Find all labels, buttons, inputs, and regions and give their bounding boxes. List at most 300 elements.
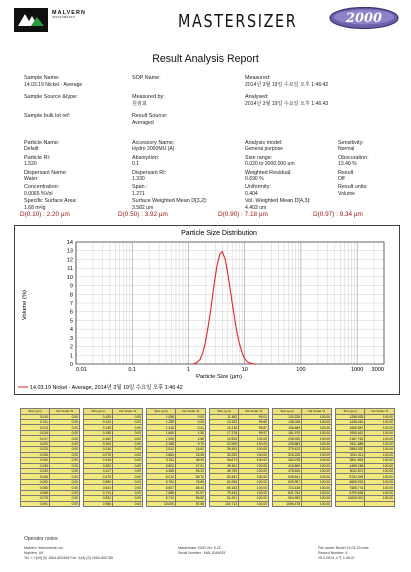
vol-under-cell: 100.00 <box>239 490 269 495</box>
field-label: Size range: <box>245 155 273 161</box>
vol-under-cell: 100.00 <box>302 479 332 484</box>
vol-under-cell: 36.09 <box>176 458 206 463</box>
size-cell: 0.060 <box>21 485 50 490</box>
vol-under-cell: 47.91 <box>176 463 206 468</box>
size-cell: 0.479 <box>84 474 113 479</box>
size-cell: 0.052 <box>21 479 50 484</box>
vol-under-header: Vol Under % <box>113 409 143 415</box>
version-badge-text: 2000 <box>345 11 383 26</box>
size-cell: 0.046 <box>21 474 50 479</box>
y-tick-label: 0 <box>69 362 73 368</box>
vol-under-cell: 0.00 <box>50 496 80 501</box>
size-cell: 630.957 <box>273 479 302 484</box>
field-label: Measured by: <box>132 94 165 100</box>
field-label: Result units: <box>338 184 368 190</box>
vol-under-cell: 0.00 <box>113 458 143 463</box>
field-label: Surface Weighted Mean D[3,2]: <box>132 198 208 204</box>
field-label: Analysed: <box>245 94 269 100</box>
size-header: Size (µm) <box>336 409 365 415</box>
size-cell: 4.365 <box>147 468 176 473</box>
vol-under-cell: 0.00 <box>50 490 80 495</box>
field-value: 1.330 <box>132 176 145 182</box>
vol-under-cell: 0.00 <box>113 441 143 446</box>
report-title: Result Analysis Report <box>152 53 259 65</box>
size-cell: 0.724 <box>84 490 113 495</box>
size-cell: 1445.440 <box>336 420 365 425</box>
size-cell: 7.586 <box>147 490 176 495</box>
field-value: 0.690 % <box>245 176 264 182</box>
size-cell: 0.120 <box>84 420 113 425</box>
x-tick-label: 100 <box>296 367 306 373</box>
chart-y-axis-label: Volume (%) <box>22 290 28 320</box>
field-value: 4.403 um <box>245 204 267 211</box>
vol-under-cell: 100.00 <box>302 463 332 468</box>
vol-under-cell: 0.00 <box>113 474 143 479</box>
vol-under-cell: 85.44 <box>176 485 206 490</box>
vol-under-cell: 0.00 <box>50 447 80 452</box>
size-cell: 5.754 <box>147 479 176 484</box>
size-cell: 3801.894 <box>336 458 365 463</box>
vol-under-cell: 95.82 <box>176 496 206 501</box>
size-cell: 2.512 <box>147 447 176 452</box>
y-tick-label: 1 <box>69 353 73 360</box>
vol-under-cell: 26.08 <box>176 452 206 457</box>
vol-under-cell: 91.57 <box>176 490 206 495</box>
size-cell: 0.023 <box>21 447 50 452</box>
vol-under-cell: 0.00 <box>176 414 206 419</box>
vol-under-cell: 0.00 <box>50 501 80 506</box>
size-cell: 5011.872 <box>336 468 365 473</box>
field-label: Uniformity: <box>245 184 271 190</box>
field-label: Particle Name: <box>24 140 60 146</box>
legend-label: 14.03.19 Nickel - Average, 2014년 3월 19일 수요일 오후 1:46:42 <box>30 385 183 391</box>
field-value: 1.271 <box>132 190 145 197</box>
size-cell: 0.417 <box>84 468 113 473</box>
size-cell: 52.481 <box>210 474 239 479</box>
vol-under-cell: 0.00 <box>50 414 80 419</box>
vol-under-cell: 0.00 <box>113 414 143 419</box>
vol-under-cell: 100.00 <box>239 447 269 452</box>
vol-under-cell: 0.00 <box>50 474 80 479</box>
size-cell: 208.930 <box>273 436 302 441</box>
vol-under-cell: 100.00 <box>302 425 332 430</box>
size-cell: 0.316 <box>84 458 113 463</box>
size-cell: 0.069 <box>21 490 50 495</box>
vol-under-header: Vol Under % <box>239 409 269 415</box>
vol-under-cell: 97.86 <box>176 501 206 506</box>
field-label: Dispersant RI: <box>132 170 167 176</box>
size-cell: 39.811 <box>210 463 239 468</box>
field-value: 0.020 to 2000.000 um <box>245 161 295 167</box>
size-cell: 15.136 <box>210 425 239 430</box>
vol-under-cell: 100.00 <box>365 496 395 501</box>
vol-under-cell: 4.88 <box>176 436 206 441</box>
y-tick-label: 13 <box>66 248 73 255</box>
size-cell: 26.303 <box>210 447 239 452</box>
chart-title: Particle Size Distribution <box>181 230 257 237</box>
vol-under-cell: 0.00 <box>113 463 143 468</box>
table-row <box>273 501 332 506</box>
y-tick-label: 7 <box>69 301 73 307</box>
vol-under-cell: 100.00 <box>365 490 395 495</box>
vol-under-cell: 100.00 <box>302 485 332 490</box>
field-label: Absorption: <box>132 155 160 161</box>
size-cell: 34.674 <box>210 458 239 463</box>
field-label: Measured: <box>245 75 271 81</box>
vol-under-cell: 100.00 <box>302 414 332 419</box>
y-tick-label: 9 <box>69 283 73 290</box>
size-header: Size (µm) <box>210 409 239 415</box>
size-cell: 1.445 <box>147 425 176 430</box>
size-cell: 275.423 <box>273 447 302 452</box>
size-cell: 0.550 <box>84 479 113 484</box>
vol-under-cell: 0.00 <box>113 501 143 506</box>
vol-under-cell: 0.00 <box>50 458 80 463</box>
size-cell: 1096.478 <box>273 501 302 506</box>
vol-under-cell: 0.00 <box>113 447 143 452</box>
size-cell: 2.188 <box>147 441 176 446</box>
size-table-column-group <box>146 408 206 507</box>
vol-under-cell: 100.00 <box>365 425 395 430</box>
vol-under-cell: 78.69 <box>176 479 206 484</box>
vol-under-cell: 0.00 <box>50 425 80 430</box>
vol-under-cell: 100.00 <box>365 447 395 452</box>
size-cell: 1.259 <box>147 420 176 425</box>
vol-under-cell: 0.00 <box>50 430 80 435</box>
vol-under-cell: 59.31 <box>176 468 206 473</box>
footer-software-version: Mastersizer 2000 Ver. 5.22 <box>178 546 221 550</box>
vol-under-cell: 100.00 <box>302 447 332 452</box>
field-value: 0.0065 %Vol <box>24 190 53 197</box>
size-header: Size (µm) <box>84 409 113 415</box>
size-cell: 0.091 <box>21 501 50 506</box>
size-cell: 2884.032 <box>336 447 365 452</box>
vol-under-cell: 99.87 <box>239 425 269 430</box>
size-cell: 1659.587 <box>336 425 365 430</box>
field-value: Defailt <box>24 146 39 152</box>
size-cell: 2.884 <box>147 452 176 457</box>
vol-under-cell: 99.97 <box>239 430 269 435</box>
size-cell: 2511.886 <box>336 441 365 446</box>
vol-under-cell: 0.00 <box>113 479 143 484</box>
field-value: Hydro 2000MU (A) <box>132 146 175 152</box>
vol-under-cell: 0.00 <box>50 479 80 484</box>
size-cell: 7585.776 <box>336 485 365 490</box>
size-cell: 0.631 <box>84 485 113 490</box>
y-tick-label: 10 <box>66 274 73 281</box>
size-cell: 158.489 <box>273 425 302 430</box>
vol-under-cell: 0.00 <box>113 496 143 501</box>
footer-file-name: File name: Nickel 14.03.19.mea <box>318 546 369 550</box>
vol-under-cell: 100.00 <box>302 490 332 495</box>
x-tick-label: 0.01 <box>76 367 87 373</box>
size-table-column-group <box>209 408 269 507</box>
size-table-column-group <box>20 408 80 507</box>
d97-value: D(0.97) : 9.34 µm <box>313 211 363 218</box>
y-tick-label: 8 <box>69 292 73 299</box>
size-cell: 0.079 <box>21 496 50 501</box>
size-cell: 0.363 <box>84 463 113 468</box>
size-cell: 45.709 <box>210 468 239 473</box>
field-label: Particle RI: <box>24 155 51 161</box>
size-cell: 120.226 <box>273 414 302 419</box>
size-cell: 69.183 <box>210 485 239 490</box>
size-cell: 0.040 <box>21 468 50 473</box>
vol-under-cell: 100.00 <box>239 436 269 441</box>
size-cell: 0.138 <box>84 425 113 430</box>
size-cell: 8.710 <box>147 496 176 501</box>
d50-value: D(0.50) : 3.92 µm <box>118 211 168 218</box>
vol-under-cell: 0.00 <box>113 468 143 473</box>
size-header: Size (µm) <box>21 409 50 415</box>
vol-under-cell: 100.00 <box>365 485 395 490</box>
field-label: Vol. Weighted Mean D[4,3]: <box>245 198 311 204</box>
field-value: 3.582 um <box>132 204 154 211</box>
size-cell: 0.955 <box>84 501 113 506</box>
size-cell: 316.228 <box>273 452 302 457</box>
vol-under-cell: 100.00 <box>302 441 332 446</box>
operator-notes-label: Operator notes: <box>24 536 59 542</box>
size-cell: 30.200 <box>210 452 239 457</box>
y-tick-label: 11 <box>67 266 73 273</box>
field-value: Water <box>24 176 38 182</box>
vol-under-cell: 0.00 <box>113 420 143 425</box>
size-cell: 478.630 <box>273 468 302 473</box>
vol-under-cell: 0.00 <box>50 485 80 490</box>
vol-under-cell: 0.00 <box>50 420 80 425</box>
vol-under-cell: 100.00 <box>365 420 395 425</box>
vol-under-cell: 0.03 <box>176 420 206 425</box>
size-cell: 3.311 <box>147 458 176 463</box>
size-cell: 0.030 <box>21 458 50 463</box>
size-cell: 0.209 <box>84 441 113 446</box>
vol-under-cell: 0.00 <box>113 490 143 495</box>
size-cell: 0.275 <box>84 452 113 457</box>
particle-size-chart <box>14 225 400 395</box>
footer-serial-number: Serial Number : MAL1049025 <box>178 551 226 555</box>
y-tick-label: 12 <box>66 257 73 264</box>
field-value: Off <box>338 176 345 182</box>
field-label: Accessory Name: <box>132 140 175 146</box>
vol-under-cell: 100.00 <box>239 501 269 506</box>
vol-under-cell: 0.00 <box>113 436 143 441</box>
size-cell: 239.883 <box>273 441 302 446</box>
y-tick-label: 3 <box>69 335 73 342</box>
size-cell: 17.378 <box>210 430 239 435</box>
vol-under-cell: 100.00 <box>365 458 395 463</box>
size-cell: 13.183 <box>210 420 239 425</box>
vol-under-cell: 100.00 <box>302 474 332 479</box>
field-label: Result Source: <box>132 113 168 119</box>
size-cell: 0.013 <box>21 425 50 430</box>
table-row <box>147 501 206 506</box>
field-label: Sample Source &type: <box>24 94 78 100</box>
table-row <box>21 501 80 506</box>
vol-under-cell: 0.00 <box>50 441 80 446</box>
vol-under-cell: 0.00 <box>50 463 80 468</box>
vol-under-cell: 100.00 <box>302 468 332 473</box>
vol-under-cell: 9.70 <box>176 441 206 446</box>
vol-under-cell: 0.00 <box>50 468 80 473</box>
field-value: 0.1 <box>132 161 140 167</box>
field-value: 2014년 3월 19일 수요일 오후 1:46:42 <box>245 81 329 88</box>
size-cell: 1.905 <box>147 436 176 441</box>
vol-under-cell: 100.00 <box>239 474 269 479</box>
vol-under-cell: 0.41 <box>176 425 206 430</box>
vol-under-cell: 100.00 <box>302 420 332 425</box>
product-name: MASTERSIZER <box>178 12 298 32</box>
vol-under-cell: 99.01 <box>239 414 269 419</box>
vol-under-cell: 100.00 <box>302 436 332 441</box>
vol-under-cell: 16.62 <box>176 447 206 452</box>
vol-under-cell: 0.00 <box>113 425 143 430</box>
field-value: 0.404 <box>245 190 258 197</box>
vol-under-cell: 100.00 <box>365 436 395 441</box>
footer-contact: Tel := +[44] (0) 1684-892456 Fax +[44] (0) 1684-892789 <box>24 556 114 560</box>
size-cell: 3311.311 <box>336 452 365 457</box>
field-label: Analysis model: <box>245 140 283 146</box>
field-value: Volume <box>338 190 355 197</box>
field-value: 2014년 3월 19일 수요일 오후 1:46:43 <box>245 100 329 107</box>
size-cell: 138.038 <box>273 420 302 425</box>
vol-under-header: Vol Under % <box>176 409 206 415</box>
vol-under-cell: 100.00 <box>365 452 395 457</box>
size-cell: 79.433 <box>210 490 239 495</box>
field-label: Obscuration: <box>338 155 369 161</box>
malvern-logo-mark-icon <box>14 8 48 32</box>
footer-location: Malvern, UK <box>24 551 44 555</box>
size-cell: 3.802 <box>147 463 176 468</box>
size-cell: 0.832 <box>84 496 113 501</box>
size-table-column-group <box>335 408 395 507</box>
size-cell: 1.096 <box>147 414 176 419</box>
field-value: Normal <box>338 146 355 152</box>
vol-under-cell: 100.00 <box>239 496 269 501</box>
vol-under-cell: 100.00 <box>365 441 395 446</box>
size-cell: 6.607 <box>147 485 176 490</box>
vol-under-cell: 100.00 <box>302 452 332 457</box>
field-label: Weighted Residual: <box>245 170 292 176</box>
vol-under-cell: 100.00 <box>239 485 269 490</box>
vol-under-cell: 100.00 <box>365 430 395 435</box>
field-value: General purpose <box>245 146 283 152</box>
y-tick-label: 5 <box>69 318 73 325</box>
vol-under-header: Vol Under % <box>365 409 395 415</box>
y-tick-label: 6 <box>69 309 73 316</box>
brand-name: MALVERN <box>52 10 86 16</box>
size-header: Size (µm) <box>147 409 176 415</box>
footer-record-number: Record Number: 4 <box>318 551 348 555</box>
size-cell: 0.020 <box>21 441 50 446</box>
size-cell: 0.010 <box>21 414 50 419</box>
size-cell: 0.035 <box>21 463 50 468</box>
field-label: Sample Name: <box>24 75 60 81</box>
vol-under-cell: 0.00 <box>50 452 80 457</box>
field-value: 1.68 m²/g <box>24 204 46 211</box>
size-cell: 831.764 <box>273 490 302 495</box>
field-value: 1.520 <box>24 161 37 167</box>
size-cell: 4365.158 <box>336 463 365 468</box>
field-value: 13.40 % <box>338 161 357 167</box>
size-cell: 2187.762 <box>336 436 365 441</box>
vol-under-cell: 100.00 <box>239 441 269 446</box>
brand-subtitle: INSTRUMENTS <box>52 16 76 19</box>
size-cell: 416.869 <box>273 463 302 468</box>
vol-under-cell: 1.55 <box>176 430 206 435</box>
x-tick-label: 3000 <box>371 367 384 373</box>
field-label: Result <box>338 170 354 176</box>
size-table-column-group <box>272 408 332 507</box>
size-cell: 8709.636 <box>336 490 365 495</box>
vol-under-header: Vol Under % <box>302 409 332 415</box>
size-cell: 549.541 <box>273 474 302 479</box>
size-table-column-group <box>83 408 143 507</box>
vol-under-cell: 100.00 <box>302 430 332 435</box>
field-value: 원광최 <box>132 100 147 107</box>
vol-under-cell: 100.00 <box>365 474 395 479</box>
vol-under-cell: 0.00 <box>113 452 143 457</box>
footer-timestamp: 19.3.2014 오후 1:48:47 <box>318 556 355 560</box>
table-row <box>210 501 269 506</box>
vol-under-header: Vol Under % <box>50 409 80 415</box>
vol-under-cell: 100.00 <box>239 452 269 457</box>
version-badge <box>328 6 400 30</box>
d90-value: D(0.90) : 7.18 µm <box>218 211 268 218</box>
size-cell: 104.713 <box>210 501 239 506</box>
size-cell: 0.158 <box>84 430 113 435</box>
size-cell: 0.182 <box>84 436 113 441</box>
size-cell: 6606.934 <box>336 479 365 484</box>
size-cell: 0.105 <box>84 414 113 419</box>
x-tick-label: 1 <box>186 367 191 373</box>
field-label: Dispersant Name: <box>24 170 68 176</box>
size-header: Size (µm) <box>273 409 302 415</box>
vol-under-cell: 100.00 <box>302 496 332 501</box>
size-cell: 181.970 <box>273 430 302 435</box>
field-label: Concentration: <box>24 184 60 190</box>
vol-under-cell: 100.00 <box>365 468 395 473</box>
size-cell: 954.993 <box>273 496 302 501</box>
size-cell: 22.909 <box>210 441 239 446</box>
vol-under-cell: 69.70 <box>176 474 206 479</box>
vol-under-cell: 0.00 <box>113 430 143 435</box>
x-tick-label: 0.1 <box>128 367 137 373</box>
size-cell: 19.953 <box>210 436 239 441</box>
size-cell: 1258.925 <box>336 414 365 419</box>
size-cell: 10.000 <box>147 501 176 506</box>
size-cell: 60.256 <box>210 479 239 484</box>
malvern-logo <box>14 8 48 32</box>
size-cell: 1.660 <box>147 430 176 435</box>
vol-under-cell: 100.00 <box>302 458 332 463</box>
y-tick-label: 2 <box>69 344 73 351</box>
field-label: Specific Surface Area: <box>24 198 78 204</box>
size-cell: 363.078 <box>273 458 302 463</box>
size-cell: 0.015 <box>21 430 50 435</box>
d10-value: D(0.10) : 2.20 µm <box>20 211 70 218</box>
x-tick-label: 10 <box>241 367 248 373</box>
size-cell: 91.201 <box>210 496 239 501</box>
vol-under-cell: 0.00 <box>50 436 80 441</box>
size-cell: 0.026 <box>21 452 50 457</box>
vol-under-cell: 100.00 <box>239 458 269 463</box>
vol-under-cell: 100.00 <box>239 479 269 484</box>
y-tick-label: 4 <box>69 327 73 334</box>
size-cell <box>336 501 365 506</box>
footer-company: Malvern Instruments Ltd. <box>24 546 64 550</box>
vol-under-cell: 100.00 <box>239 463 269 468</box>
vol-under-cell: 99.60 <box>239 420 269 425</box>
